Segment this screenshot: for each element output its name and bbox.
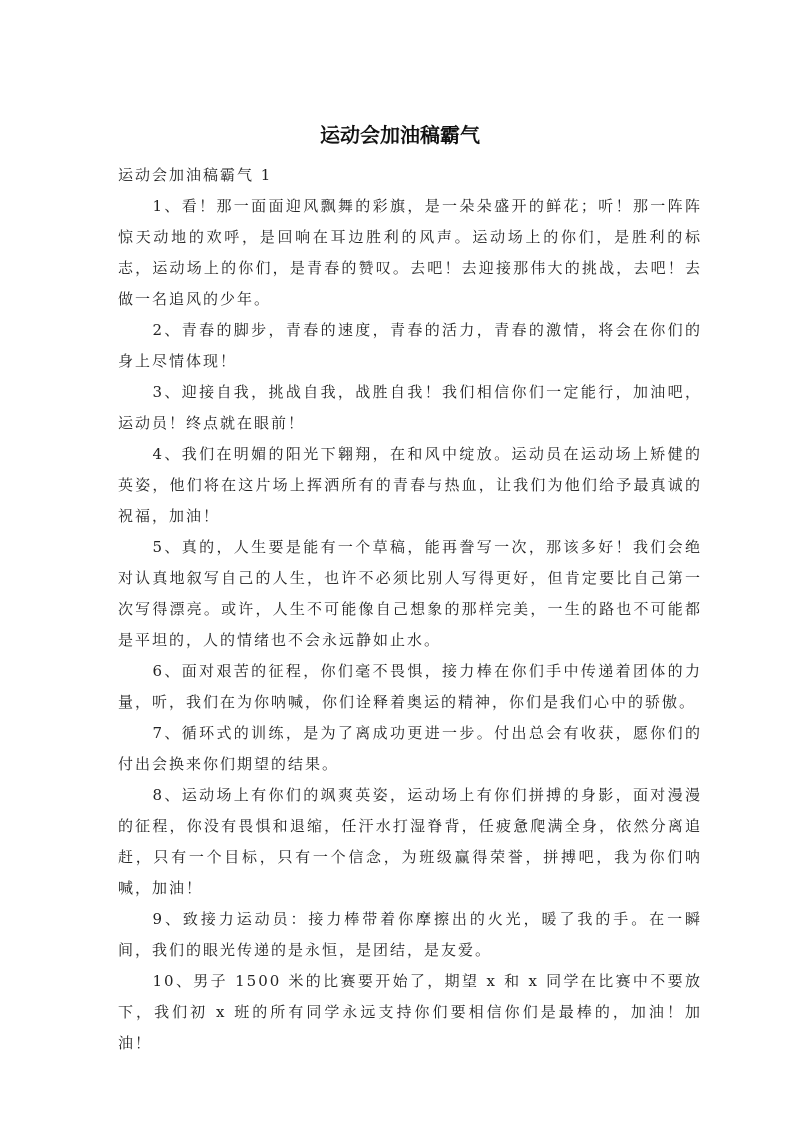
section-heading: 运动会加油稿霸气 1 (118, 166, 273, 184)
paragraph-3: 3、迎接自我，挑战自我，战胜自我！我们相信你们一定能行，加油吧，运动员！终点就在眼前！ (118, 383, 702, 432)
document-body (118, 160, 702, 1059)
paragraph-1: 1、看！那一面面迎风飘舞的彩旗，是一朵朵盛开的鲜花；听！那一阵阵惊天动地的欢呼，是回响在耳边胜利的风声。运动场上的你们，是胜利的标志，运动场上的你们，是青春的赞叹。去吧！去迎接那伟大的挑战，去吧！去做一名追风的少年。 (118, 197, 702, 308)
paragraph-5: 5、真的，人生要是能有一个草稿，能再誊写一次，那该多好！我们会绝对认真地叙写自己的人生，也许不必须比别人写得更好，但肯定要比自己第一次写得漂亮。或许，人生不可能像自己想象的那样完美，一生的路也不可能都是平坦的，人的情绪也不会永远静如止水。 (118, 538, 702, 649)
paragraph-8: 8、运动场上有你们的飒爽英姿，运动场上有你们拼搏的身影，面对漫漫的征程，你没有畏惧和退缩，任汗水打湿脊背，任疲惫爬满全身，依然分离追赶，只有一个目标，只有一个信念，为班级赢得荣誉，拼搏吧，我为你们呐喊，加油！ (118, 786, 702, 897)
document-title: 运动会加油稿霸气 (320, 123, 480, 147)
paragraph-6: 6、面对艰苦的征程，你们毫不畏惧，接力棒在你们手中传递着团体的力量，听，我们在为你呐喊，你们诠释着奥运的精神，你们是我们心中的骄傲。 (118, 662, 702, 711)
paragraph-7: 7、循环式的训练，是为了离成功更进一步。付出总会有收获，愿你们的付出会换来你们期望的结果。 (118, 724, 702, 773)
paragraph-10: 10、男子 1500 米的比赛要开始了，期望 x 和 x 同学在比赛中不要放下，我们初 x 班的所有同学永远支持你们要相信你们是最棒的，加油！加油！ (118, 972, 702, 1052)
paragraph-2: 2、青春的脚步，青春的速度，青春的活力，青春的激情，将会在你们的身上尽情体现！ (118, 321, 702, 370)
paragraph-4: 4、我们在明媚的阳光下翱翔，在和风中绽放。运动员在运动场上矫健的英姿，他们将在这片场上挥洒所有的青春与热血，让我们为他们给予最真诚的祝福，加油！ (118, 445, 702, 525)
paragraph-9: 9、致接力运动员：接力棒带着你摩擦出的火光，暖了我的手。在一瞬间，我们的眼光传递的是永恒，是团结，是友爱。 (118, 910, 702, 959)
